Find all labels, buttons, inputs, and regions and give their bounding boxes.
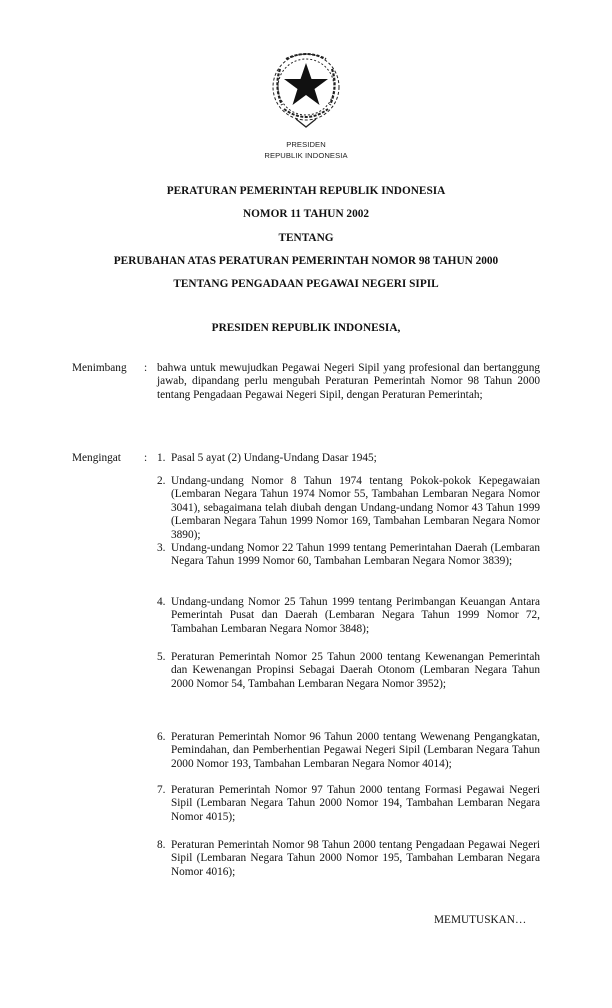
title-about: TENTANG (278, 232, 334, 244)
item-number: 4. (157, 596, 166, 608)
item-number: 1. (157, 452, 166, 464)
item-text: Undang-undang Nomor 22 Tahun 1999 tentang Pemerintahan Daerah (Lembaran Negara Tahun 1999 Nomor 60, Tambahan Lembaran Negara Nomor 3839); (171, 542, 540, 568)
item-text: Undang-undang Nomor 8 Tahun 1974 tentang Pokok-pokok Kepegawaian (Lembaran Negara Tahun 1974 Nomor 55, Tambahan Lembaran Negara Nomor 3041), sebagaimana telah diubah dengan Undang-undang Nomor 43 Tahun 1999 (Lembaran Negara Tahun 1999 Nomor 169, Tambahan Lembaran Negara Nomor 3890); (171, 475, 540, 541)
list-item (157, 731, 540, 771)
list-item (157, 784, 540, 824)
list-item (157, 452, 540, 465)
mengingat-colon: : (144, 452, 148, 464)
emblem-caption-president: PRESIDEN (286, 140, 326, 149)
menimbang-colon: : (144, 362, 148, 374)
presidential-emblem-icon (266, 47, 346, 135)
item-text: Peraturan Pemerintah Nomor 25 Tahun 2000 tentang Kewenangan Pemerintah dan Kewenangan Propinsi Sebagai Daerah Otonom (Lembaran Negara Tahun 2000 Nomor 54, Tambahan Lembaran Negara Nomor 3952); (171, 651, 540, 690)
continuation-marker: MEMUTUSKAN… (434, 914, 527, 926)
item-text: Undang-undang Nomor 25 Tahun 1999 tentang Perimbangan Keuangan Antara Pemerintah Pusat dan Daerah (Lembaran Negara Tahun 1999 Nomor 72, Tambahan Lembaran Negara Nomor 3848); (171, 596, 540, 635)
menimbang-text: bahwa untuk mewujudkan Pegawai Negeri Sipil yang profesional dan bertanggung jawab, dipandang perlu mengubah Peraturan Pemerintah Nomor 98 Tahun 2000 tentang Pengadaan Pegawai Negeri Sipil, dengan Peraturan Pemerintah; (157, 362, 540, 401)
item-number: 7. (157, 784, 166, 796)
item-number: 5. (157, 651, 166, 663)
item-number: 2. (157, 475, 166, 487)
mengingat-label: Mengingat (72, 452, 121, 464)
item-number: 6. (157, 731, 166, 743)
list-item (157, 542, 540, 569)
regulation-subject-2: TENTANG PENGADAAN PEGAWAI NEGERI SIPIL (173, 278, 439, 290)
item-text: Peraturan Pemerintah Nomor 97 Tahun 2000 tentang Formasi Pegawai Negeri Sipil (Lembaran Negara Tahun 2000 Nomor 194, Tambahan Lembaran Negara Nomor 4015); (171, 784, 540, 823)
item-number: 3. (157, 542, 166, 554)
regulation-title: PERATURAN PEMERINTAH REPUBLIK INDONESIA (166, 185, 446, 197)
list-item (157, 651, 540, 691)
regulation-subject: PERUBAHAN ATAS PERATURAN PEMERINTAH NOMOR 98 TAHUN 2000 (113, 255, 499, 267)
item-text: Peraturan Pemerintah Nomor 96 Tahun 2000 tentang Wewenang Pengangkatan, Pemindahan, dan Pemberhentian Pegawai Negeri Sipil (Lembaran Negara Tahun 2000 Nomor 193, Tambahan Lembaran Negara Nomor 4014); (171, 731, 540, 770)
item-text: Peraturan Pemerintah Nomor 98 Tahun 2000 tentang Pengadaan Pegawai Negeri Sipil (Lembaran Negara Tahun 2000 Nomor 195, Tambahan Lembaran Negara Nomor 4016); (171, 839, 540, 878)
emblem-caption-republic: REPUBLIK INDONESIA (264, 151, 348, 160)
list-item (157, 839, 540, 879)
item-text: Pasal 5 ayat (2) Undang-Undang Dasar 1945; (171, 452, 377, 464)
issuer-heading: PRESIDEN REPUBLIK INDONESIA, (211, 322, 401, 334)
regulation-number: NOMOR 11 TAHUN 2002 (242, 208, 370, 220)
list-item (157, 475, 540, 542)
menimbang-label: Menimbang (72, 362, 127, 374)
item-number: 8. (157, 839, 166, 851)
list-item (157, 596, 540, 636)
